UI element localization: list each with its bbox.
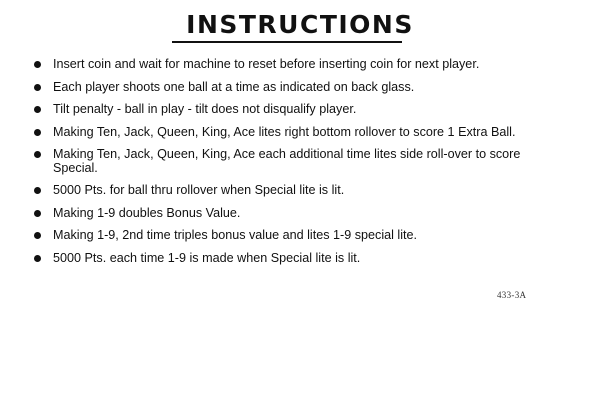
list-item-text: Making 1-9 doubles Bonus Value. (53, 205, 241, 220)
list-item-text: Each player shoots one ball at a time as indicated on back glass. (53, 79, 415, 94)
page-title: INSTRUCTIONS (186, 10, 414, 39)
bullet-icon (34, 151, 41, 158)
card-code: 433-3A (497, 290, 527, 300)
list-item-text: Making 1-9, 2nd time triples bonus value and lites 1-9 special lite. (53, 228, 418, 242)
instruction-list (30, 58, 550, 274)
bullet-icon (34, 187, 41, 194)
bullet-icon (34, 106, 41, 113)
list-item-text: 5000 Pts. for ball thru rollover when Special lite is lit. (53, 183, 345, 197)
list-item (30, 148, 550, 175)
list-item-text: Tilt penalty - ball in play - tilt does not disqualify player. (53, 102, 357, 116)
bullet-icon (34, 232, 41, 239)
list-item (30, 252, 550, 266)
list-item (30, 207, 550, 221)
list-item (30, 81, 550, 95)
bullet-icon (34, 129, 41, 136)
bullet-icon (34, 210, 41, 217)
list-item (30, 126, 550, 140)
bullet-icon (34, 84, 41, 91)
list-item (30, 58, 550, 72)
title-underline (172, 41, 402, 43)
list-item-text: Making Ten, Jack, Queen, King, Ace lites right bottom rollover to score 1 Extra Ball. (53, 124, 516, 139)
list-item-text: 5000 Pts. each time 1-9 is made when Special lite is lit. (53, 250, 361, 265)
bullet-icon (34, 61, 41, 68)
list-item (30, 103, 550, 117)
list-item (30, 229, 550, 243)
list-item-text: Insert coin and wait for machine to reset before inserting coin for next player. (53, 57, 480, 71)
bullet-icon (34, 255, 41, 262)
list-item-text: Making Ten, Jack, Queen, King, Ace each additional time lites side roll-over to score Special. (53, 147, 521, 175)
list-item (30, 184, 550, 198)
